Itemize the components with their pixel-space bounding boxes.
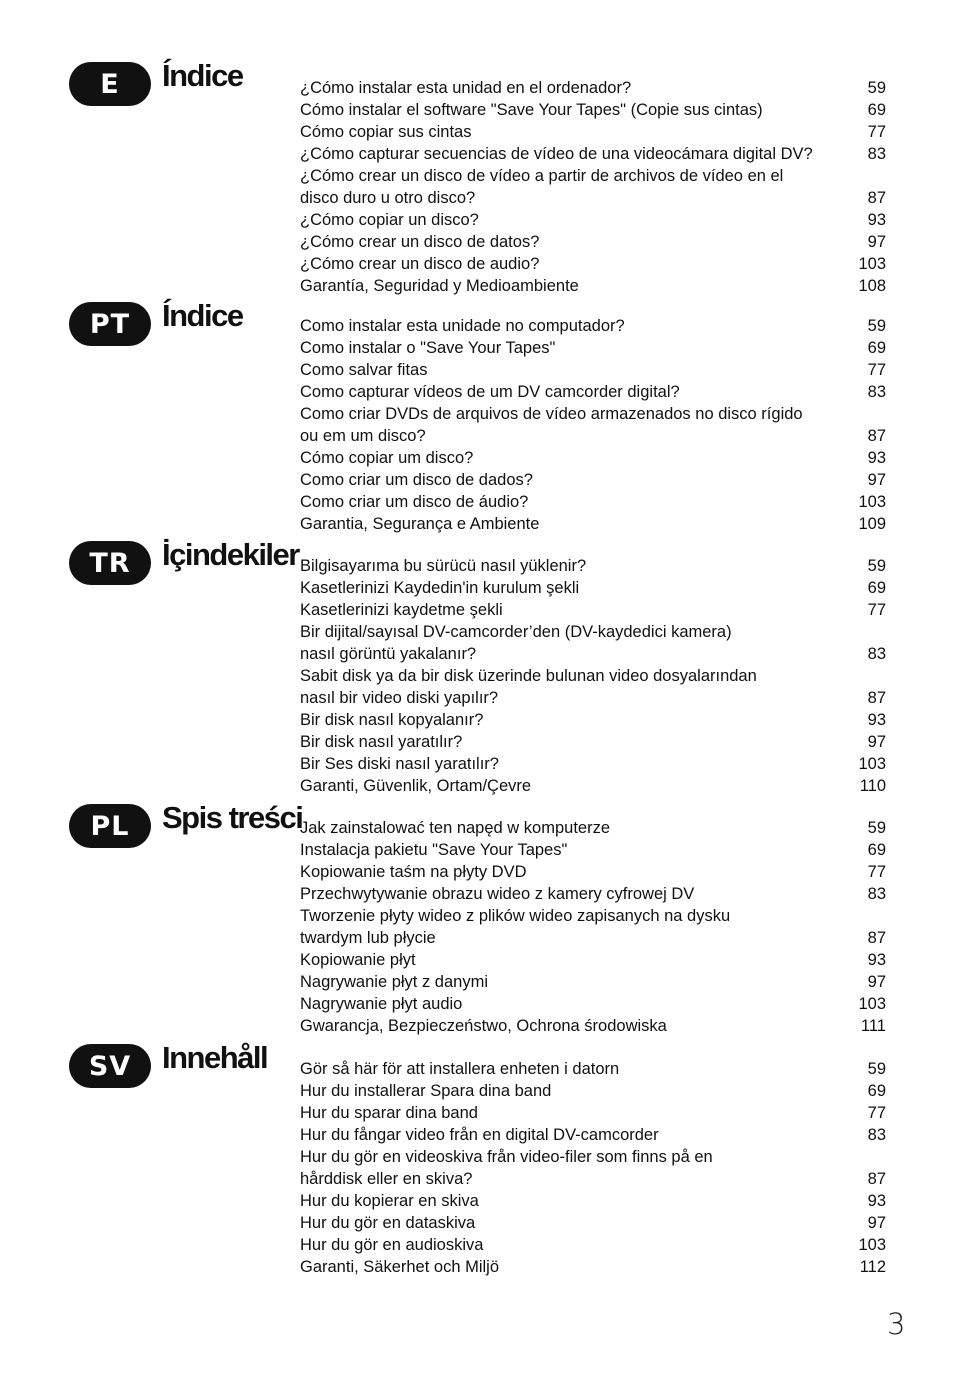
toc-entry bbox=[300, 621, 886, 665]
toc-entry bbox=[300, 121, 886, 143]
entry-list bbox=[300, 817, 886, 1037]
entry-page-number: 87 bbox=[867, 929, 886, 947]
entry-page-number: 59 bbox=[867, 1060, 886, 1078]
section-heading: İçindekiler bbox=[162, 537, 299, 572]
entry-page-number: 83 bbox=[867, 885, 886, 903]
entry-page-number: 97 bbox=[867, 233, 886, 251]
entry-page-number: 59 bbox=[867, 317, 886, 335]
toc-entry bbox=[300, 143, 886, 165]
entry-page-number: 69 bbox=[867, 841, 886, 859]
entry-title: Nagrywanie płyt audio bbox=[300, 995, 463, 1013]
entry-page-number: 97 bbox=[867, 973, 886, 991]
toc-entry bbox=[300, 165, 886, 209]
entry-title: Como criar DVDs de arquivos de vídeo armazenados no disco rígido ou em um disco? bbox=[300, 405, 803, 445]
toc-entry bbox=[300, 1124, 886, 1146]
entry-page-number: 87 bbox=[867, 1170, 886, 1188]
language-badge: SV bbox=[69, 1044, 151, 1088]
toc-entry bbox=[300, 1190, 886, 1212]
toc-entry bbox=[300, 447, 886, 469]
language-badge: PT bbox=[69, 302, 151, 346]
entry-page-number: 59 bbox=[867, 819, 886, 837]
entry-title: Kasetlerinizi kaydetme şekli bbox=[300, 601, 503, 619]
entry-page-number: 77 bbox=[867, 601, 886, 619]
toc-entry bbox=[300, 275, 886, 297]
entry-title: ¿Cómo crear un disco de vídeo a partir de archivos de vídeo en el disco duro u otro disco? bbox=[300, 167, 784, 207]
entry-title: ¿Cómo copiar un disco? bbox=[300, 211, 479, 229]
entry-page-number: 59 bbox=[867, 79, 886, 97]
entry-page-number: 87 bbox=[867, 689, 886, 707]
toc-entry bbox=[300, 1058, 886, 1080]
section-heading: Índice bbox=[162, 298, 243, 333]
toc-entry bbox=[300, 1080, 886, 1102]
entry-title: Nagrywanie płyt z danymi bbox=[300, 973, 488, 991]
entry-title: Instalacja pakietu "Save Your Tapes" bbox=[300, 841, 568, 859]
entry-page-number: 110 bbox=[859, 777, 886, 795]
entry-title: ¿Cómo capturar secuencias de vídeo de una videocámara digital DV? bbox=[300, 145, 813, 163]
entry-title: Garanti, Säkerhet och Miljö bbox=[300, 1258, 500, 1276]
toc-entry bbox=[300, 315, 886, 337]
entry-page-number: 77 bbox=[867, 863, 886, 881]
page-number: 3 bbox=[887, 1307, 906, 1341]
entry-title: Hur du gör en dataskiva bbox=[300, 1214, 476, 1232]
entry-page-number: 69 bbox=[867, 339, 886, 357]
entry-title: Kopiowanie płyt bbox=[300, 951, 416, 969]
entry-title: ¿Cómo crear un disco de audio? bbox=[300, 255, 540, 273]
entry-title: Como instalar o "Save Your Tapes" bbox=[300, 339, 556, 357]
section-heading: Spis treści bbox=[162, 800, 303, 835]
entry-title: Bir disk nasıl kopyalanır? bbox=[300, 711, 484, 729]
entry-page-number: 103 bbox=[858, 1236, 886, 1254]
toc-entry bbox=[300, 99, 886, 121]
entry-title: Garantía, Seguridad y Medioambiente bbox=[300, 277, 579, 295]
toc-entry bbox=[300, 731, 886, 753]
entry-list bbox=[300, 1058, 886, 1278]
entry-page-number: 83 bbox=[867, 645, 886, 663]
entry-page-number: 97 bbox=[867, 471, 886, 489]
entry-page-number: 83 bbox=[867, 1126, 886, 1144]
entry-page-number: 93 bbox=[867, 1192, 886, 1210]
entry-page-number: 97 bbox=[867, 733, 886, 751]
entry-title: Tworzenie płyty wideo z plików wideo zapisanych na dysku twardym lub płycie bbox=[300, 907, 731, 947]
entry-title: Hur du fångar video från en digital DV-camcorder bbox=[300, 1126, 659, 1144]
toc-entry bbox=[300, 709, 886, 731]
toc-entry bbox=[300, 1015, 886, 1037]
entry-title: Como criar um disco de dados? bbox=[300, 471, 533, 489]
entry-page-number: 77 bbox=[867, 1104, 886, 1122]
entry-page-number: 108 bbox=[858, 277, 886, 295]
toc-entry bbox=[300, 403, 886, 447]
toc-entry bbox=[300, 1212, 886, 1234]
entry-page-number: 87 bbox=[867, 189, 886, 207]
entry-list bbox=[300, 315, 886, 535]
entry-title: ¿Cómo crear un disco de datos? bbox=[300, 233, 540, 251]
toc-entry bbox=[300, 993, 886, 1015]
toc-entry bbox=[300, 491, 886, 513]
section-heading: Innehåll bbox=[162, 1040, 268, 1075]
toc-entry bbox=[300, 359, 886, 381]
toc-entry bbox=[300, 905, 886, 949]
entry-title: Cómo copiar sus cintas bbox=[300, 123, 472, 141]
toc-entry bbox=[300, 883, 886, 905]
entry-title: Hur du installerar Spara dina band bbox=[300, 1082, 552, 1100]
entry-title: Cómo instalar el software "Save Your Tapes" (Copie sus cintas) bbox=[300, 101, 763, 119]
entry-title: Bilgisayarıma bu sürücü nasıl yüklenir? bbox=[300, 557, 587, 575]
toc-entry bbox=[300, 971, 886, 993]
toc-entry bbox=[300, 555, 886, 577]
entry-title: Hur du gör en audioskiva bbox=[300, 1236, 484, 1254]
entry-page-number: 83 bbox=[867, 145, 886, 163]
entry-page-number: 87 bbox=[867, 427, 886, 445]
toc-entry bbox=[300, 513, 886, 535]
toc-entry bbox=[300, 381, 886, 403]
entry-page-number: 77 bbox=[867, 123, 886, 141]
toc-entry bbox=[300, 1102, 886, 1124]
entry-page-number: 69 bbox=[867, 1082, 886, 1100]
toc-entry bbox=[300, 599, 886, 621]
toc-entry bbox=[300, 577, 886, 599]
section-heading: Índice bbox=[162, 58, 243, 93]
toc-entry bbox=[300, 839, 886, 861]
entry-page-number: 93 bbox=[867, 211, 886, 229]
entry-page-number: 97 bbox=[867, 1214, 886, 1232]
entry-title: Przechwytywanie obrazu wideo z kamery cyfrowej DV bbox=[300, 885, 695, 903]
entry-title: Kopiowanie taśm na płyty DVD bbox=[300, 863, 527, 881]
entry-title: Como instalar esta unidade no computador? bbox=[300, 317, 625, 335]
language-badge: TR bbox=[69, 541, 151, 585]
entry-title: Garanti, Güvenlik, Ortam/Çevre bbox=[300, 777, 532, 795]
toc-entry bbox=[300, 775, 886, 797]
entry-title: Sabit disk ya da bir disk üzerinde bulunan video dosyalarından nasıl bir video diski yapılır? bbox=[300, 667, 757, 707]
entry-title: Bir dijital/sayısal DV-camcorder’den (DV-kaydedici kamera) nasıl görüntü yakalanır? bbox=[300, 623, 732, 663]
entry-page-number: 77 bbox=[867, 361, 886, 379]
toc-entry bbox=[300, 337, 886, 359]
entry-list bbox=[300, 77, 886, 297]
entry-page-number: 93 bbox=[867, 449, 886, 467]
entry-page-number: 103 bbox=[858, 995, 886, 1013]
entry-title: Como criar um disco de áudio? bbox=[300, 493, 529, 511]
entry-title: Como capturar vídeos de um DV camcorder digital? bbox=[300, 383, 680, 401]
entry-title: Bir disk nasıl yaratılır? bbox=[300, 733, 463, 751]
entry-page-number: 69 bbox=[867, 101, 886, 119]
toc-entry bbox=[300, 1234, 886, 1256]
toc-entry bbox=[300, 209, 886, 231]
entry-title: ¿Cómo instalar esta unidad en el ordenador? bbox=[300, 79, 632, 97]
entry-title: Garantia, Segurança e Ambiente bbox=[300, 515, 540, 533]
entry-title: Como salvar fitas bbox=[300, 361, 428, 379]
entry-page-number: 59 bbox=[867, 557, 886, 575]
toc-entry bbox=[300, 231, 886, 253]
toc-entry bbox=[300, 861, 886, 883]
entry-page-number: 69 bbox=[867, 579, 886, 597]
entry-title: Hur du kopierar en skiva bbox=[300, 1192, 479, 1210]
toc-entry bbox=[300, 1146, 886, 1190]
entry-page-number: 103 bbox=[858, 493, 886, 511]
entry-list bbox=[300, 555, 886, 797]
toc-entry bbox=[300, 253, 886, 275]
toc-entry bbox=[300, 817, 886, 839]
entry-page-number: 103 bbox=[858, 255, 886, 273]
entry-title: Gwarancja, Bezpieczeństwo, Ochrona środowiska bbox=[300, 1017, 667, 1035]
language-badge: E bbox=[69, 62, 151, 106]
entry-title: Gör så här för att installera enheten i datorn bbox=[300, 1060, 620, 1078]
entry-title: Cómo copiar um disco? bbox=[300, 449, 474, 467]
entry-title: Hur du gör en videoskiva från video-filer som finns på en hårddisk eller en skiva? bbox=[300, 1148, 713, 1188]
entry-title: Hur du sparar dina band bbox=[300, 1104, 478, 1122]
entry-page-number: 103 bbox=[858, 755, 886, 773]
entry-page-number: 93 bbox=[867, 951, 886, 969]
entry-page-number: 109 bbox=[858, 515, 886, 533]
toc-entry bbox=[300, 665, 886, 709]
entry-page-number: 93 bbox=[867, 711, 886, 729]
entry-title: Bir Ses diski nasıl yaratılır? bbox=[300, 755, 499, 773]
toc-entry bbox=[300, 469, 886, 491]
language-badge: PL bbox=[69, 804, 151, 848]
entry-page-number: 83 bbox=[867, 383, 886, 401]
entry-title: Kasetlerinizi Kaydedin'in kurulum şekli bbox=[300, 579, 580, 597]
entry-title: Jak zainstalować ten napęd w komputerze bbox=[300, 819, 611, 837]
entry-page-number: 111 bbox=[860, 1017, 886, 1035]
toc-entry bbox=[300, 77, 886, 99]
toc-entry bbox=[300, 949, 886, 971]
entry-page-number: 112 bbox=[859, 1258, 886, 1276]
toc-entry bbox=[300, 753, 886, 775]
toc-entry bbox=[300, 1256, 886, 1278]
